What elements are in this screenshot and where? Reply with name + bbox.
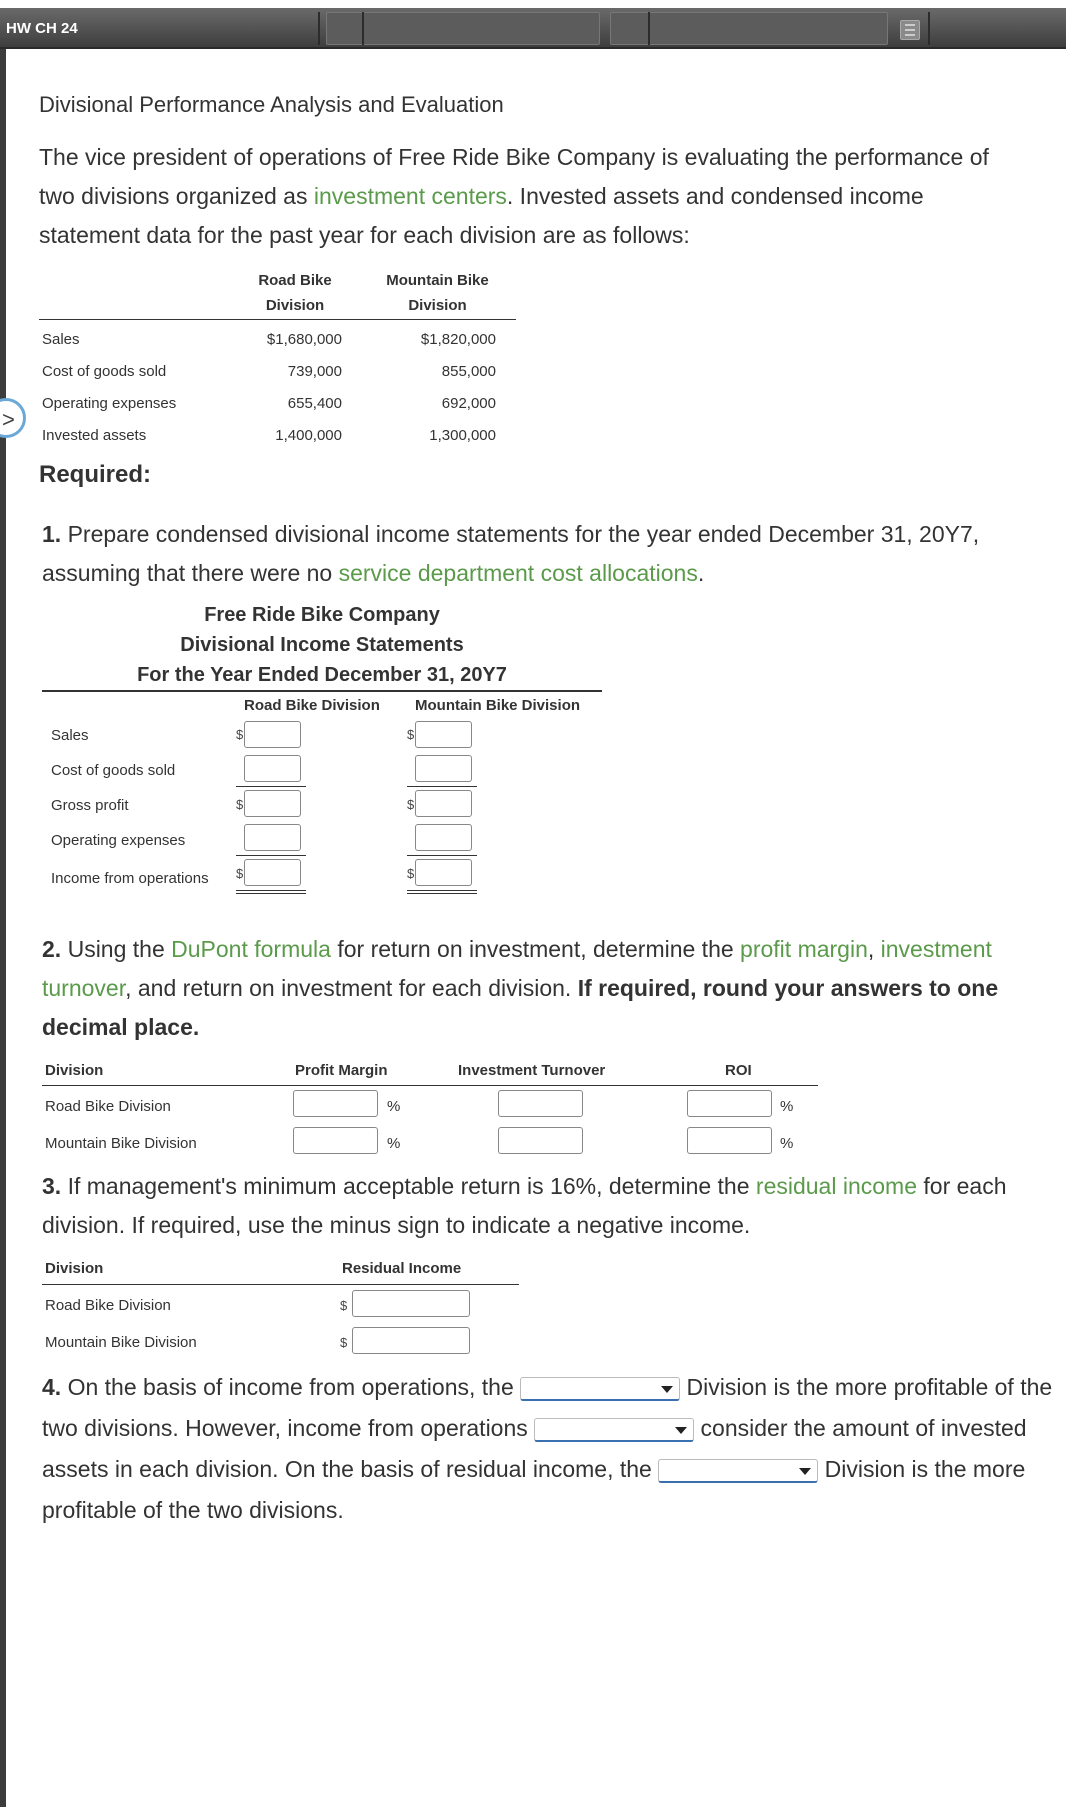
currency-sign: $	[407, 727, 415, 742]
percent-sign: %	[387, 1098, 401, 1115]
total-double-line	[236, 890, 306, 891]
mountain-sales-input[interactable]	[415, 721, 472, 748]
mountain-operating-expenses-input[interactable]	[415, 824, 472, 851]
table-row	[39, 386, 516, 418]
col-header-road	[245, 268, 345, 318]
table-row	[39, 322, 516, 354]
currency-sign: $	[340, 1335, 348, 1350]
company-name: Free Ride Bike Company	[204, 604, 440, 626]
intro-text: . Invested assets and condensed income statement data for the past year for each division are as follows:	[39, 183, 924, 248]
row-label-sales: Sales	[51, 727, 89, 744]
road-operating-expenses-input[interactable]	[244, 824, 301, 851]
row-label-mountain: Mountain Bike Division	[45, 1334, 197, 1351]
subtotal-line	[407, 786, 477, 787]
question-text: If management's minimum acceptable return is 16%, determine the	[61, 1173, 756, 1199]
service-department-link[interactable]: service department cost allocations	[338, 560, 698, 586]
question-text: for return on investment, determine the	[330, 936, 741, 962]
currency-sign: $	[340, 1298, 348, 1313]
row-label-income-from-operations: Income from operations	[51, 870, 209, 887]
mountain-cogs-input[interactable]	[415, 755, 472, 782]
mountain-value: $1,820,000	[420, 331, 496, 348]
statement-divider	[42, 690, 602, 692]
residual-income-division-dropdown[interactable]	[658, 1459, 818, 1483]
mountain-value: 692,000	[441, 395, 496, 412]
row-label: Operating expenses	[42, 395, 177, 412]
dupont-formula-link[interactable]: DuPont formula	[171, 936, 331, 962]
intro-text: The vice president of operations of Free Ride Bike Company is evaluating the performance of two divisions organized as	[39, 144, 989, 209]
menu-icon[interactable]	[900, 20, 920, 40]
col-header-roi: ROI	[725, 1062, 752, 1079]
question-number: 3.	[42, 1173, 62, 1199]
subtotal-line	[236, 855, 306, 856]
road-value: 1,400,000	[275, 427, 342, 444]
subtotal-line	[236, 786, 306, 787]
subtotal-line	[407, 855, 477, 856]
profit-margin-link[interactable]: profit margin	[740, 936, 868, 962]
table-row	[39, 354, 516, 386]
question-text: Division is the more profitable of the two divisions. However, income from operations	[42, 1374, 1053, 1441]
currency-sign: $	[236, 727, 244, 742]
investment-turnover-link[interactable]: investment turnover	[42, 936, 992, 1001]
road-value: $1,680,000	[266, 331, 342, 348]
mountain-profit-margin-input[interactable]	[293, 1127, 378, 1154]
mountain-gross-profit-input[interactable]	[415, 790, 472, 817]
row-label-road: Road Bike Division	[45, 1297, 171, 1314]
statement-period: For the Year Ended December 31, 20Y7	[137, 664, 507, 686]
total-double-line	[407, 890, 477, 891]
road-value: 655,400	[287, 395, 342, 412]
road-roi-input[interactable]	[687, 1090, 772, 1117]
total-double-line	[236, 893, 306, 894]
percent-sign: %	[780, 1098, 794, 1115]
toolbar-divider	[928, 12, 930, 45]
road-residual-income-input[interactable]	[352, 1290, 470, 1317]
question-1	[42, 515, 1032, 593]
mountain-value: 855,000	[441, 363, 496, 380]
statement-name: Divisional Income Statements	[180, 634, 464, 656]
col-header-residual-income: Residual Income	[342, 1260, 462, 1277]
table-divider	[42, 1284, 519, 1285]
question-number: 2.	[42, 936, 62, 962]
row-label-mountain: Mountain Bike Division	[45, 1135, 197, 1152]
col-header-road: Road Bike Division	[244, 697, 380, 714]
row-label-road: Road Bike Division	[45, 1098, 171, 1115]
table-divider	[42, 1085, 818, 1086]
road-profit-margin-input[interactable]	[293, 1090, 378, 1117]
question-number: 1.	[42, 521, 62, 547]
col-header-mountain: Mountain Bike Division	[415, 697, 581, 714]
row-label: Cost of goods sold	[42, 363, 167, 380]
percent-sign: %	[387, 1135, 401, 1152]
road-cogs-input[interactable]	[244, 755, 301, 782]
col-header-line: Mountain Bike	[386, 272, 489, 289]
question-text: consider the amount of invested assets in each division. On the basis of residual income, the	[42, 1415, 1027, 1482]
road-gross-profit-input[interactable]	[244, 790, 301, 817]
road-value: 739,000	[287, 363, 342, 380]
top-bar	[0, 8, 1066, 49]
question-text: , and return on investment for each division.	[125, 975, 578, 1001]
toolbar-divider	[318, 12, 320, 45]
col-header-mountain	[375, 268, 500, 318]
left-edge-bar	[0, 49, 6, 1807]
row-label: Invested assets	[42, 427, 147, 444]
row-label-operating-expenses: Operating expenses	[51, 832, 186, 849]
road-investment-turnover-input[interactable]	[498, 1090, 583, 1117]
question-text: On the basis of income from operations, the	[61, 1374, 521, 1400]
road-sales-input[interactable]	[244, 721, 301, 748]
mountain-investment-turnover-input[interactable]	[498, 1127, 583, 1154]
toolbar-segment-1[interactable]	[326, 12, 600, 45]
currency-sign: $	[236, 797, 244, 812]
currency-sign: $	[407, 866, 415, 881]
question-text: Using the	[61, 936, 172, 962]
required-heading: Required:	[39, 461, 152, 488]
road-income-input[interactable]	[244, 859, 301, 886]
question-text: ,	[867, 936, 881, 962]
question-3	[42, 1167, 1052, 1245]
toolbar-segment-2[interactable]	[610, 12, 888, 45]
residual-income-link[interactable]: residual income	[755, 1173, 917, 1199]
chevron-right-icon: >	[2, 407, 15, 432]
currency-sign: $	[407, 797, 415, 812]
toolbar-divider	[362, 12, 364, 45]
page-title: Divisional Performance Analysis and Evaluation	[39, 92, 504, 117]
col-header-line: Division	[408, 297, 467, 314]
col-header-line: Road Bike	[258, 272, 332, 289]
income-consideration-dropdown[interactable]	[534, 1418, 694, 1442]
col-header-division: Division	[45, 1260, 104, 1277]
col-header-line: Division	[265, 297, 325, 314]
mountain-value: 1,300,000	[429, 427, 496, 444]
question-number: 4.	[42, 1374, 62, 1400]
intro-paragraph	[39, 138, 1029, 255]
mountain-residual-income-input[interactable]	[352, 1327, 470, 1354]
total-double-line	[407, 893, 477, 894]
question-2	[42, 930, 1037, 1047]
col-header-profit-margin: Profit Margin	[295, 1062, 388, 1079]
expand-panel-button[interactable]	[0, 398, 26, 438]
investment-centers-link[interactable]: investment centers	[313, 183, 507, 209]
mountain-roi-input[interactable]	[687, 1127, 772, 1154]
col-header-investment-turnover: Investment Turnover	[458, 1062, 606, 1079]
percent-sign: %	[780, 1135, 794, 1152]
toolbar-divider	[648, 12, 650, 45]
col-header-division: Division	[45, 1062, 104, 1079]
assignment-title: HW CH 24	[6, 20, 78, 37]
question-text: .	[697, 560, 705, 586]
row-label-gross-profit: Gross profit	[51, 797, 129, 814]
row-label-cogs: Cost of goods sold	[51, 762, 176, 779]
table-divider	[39, 319, 516, 320]
question-instruction: If required, round your answers to one decimal place.	[42, 975, 999, 1040]
question-text: Division is the more profitable of the two divisions.	[42, 1456, 1026, 1523]
more-profitable-division-dropdown[interactable]	[520, 1377, 680, 1401]
table-row	[39, 418, 516, 450]
mountain-income-input[interactable]	[415, 859, 472, 886]
row-label: Sales	[42, 331, 80, 348]
currency-sign: $	[236, 866, 244, 881]
question-4	[42, 1367, 1057, 1531]
question-text: for each division. If required, use the minus sign to indicate a negative income.	[42, 1173, 1007, 1238]
question-text: Prepare condensed divisional income statements for the year ended December 31, 20Y7, assuming that there were no	[42, 521, 980, 586]
